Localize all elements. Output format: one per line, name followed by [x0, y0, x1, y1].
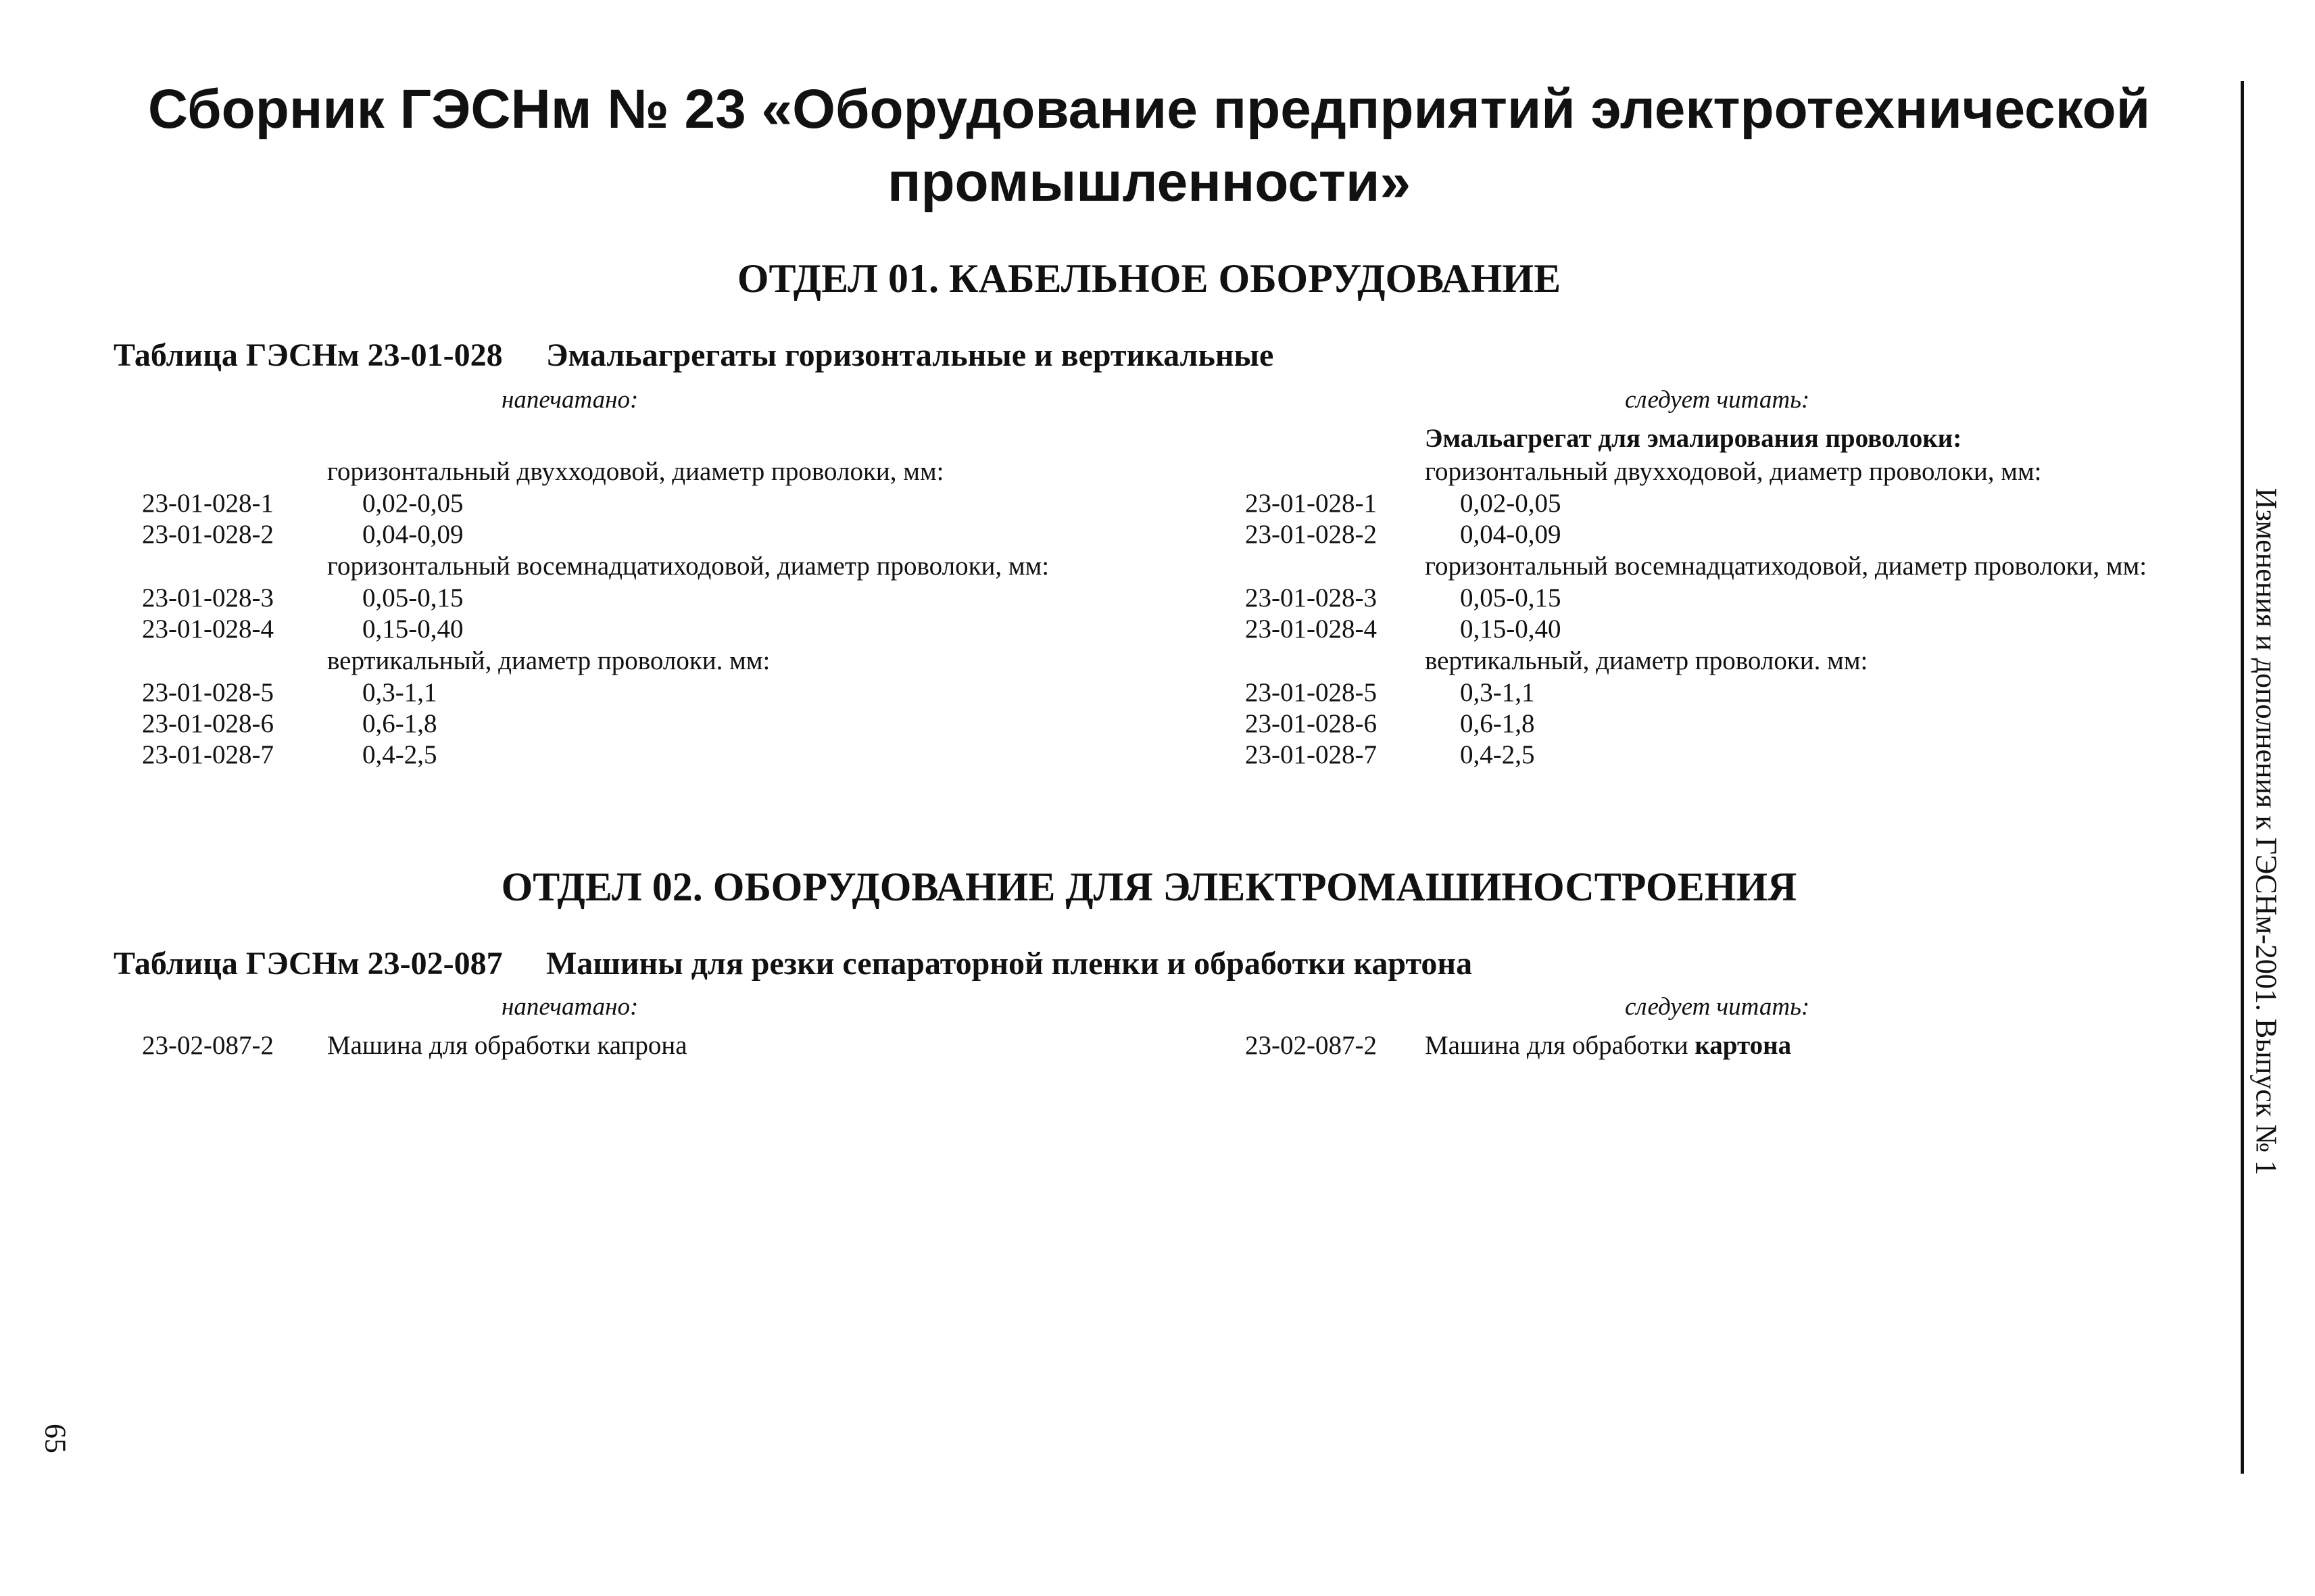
- printed-row: 23-01-028-1 0,02-0,05: [142, 489, 464, 518]
- printed-group-label: вертикальный, диаметр проволоки. мм:: [327, 646, 771, 675]
- side-rule: [2241, 81, 2244, 1474]
- table-heading-23-01-028: [114, 337, 1273, 374]
- corrected-row: 23-01-028-6 0,6-1,8: [1245, 709, 1535, 738]
- printed-group-label: горизонтальный восемнадцатиходовой, диаметр проволоки, мм:: [327, 552, 1050, 581]
- page-number: 65: [39, 1424, 72, 1453]
- printed-row: 23-01-028-7 0,4-2,5: [142, 740, 437, 769]
- page-title: Сборник ГЭСНм № 23 «Оборудование предприятий электротехнической промышленности»: [147, 78, 2151, 213]
- table-title: Эмальагрегаты горизонтальные и вертикальные: [546, 337, 1274, 373]
- corrected-row: 23-01-028-4 0,15-0,40: [1245, 614, 1561, 644]
- corrected-label: следует читать:: [1625, 993, 1810, 1021]
- corrected-label: следует читать:: [1625, 386, 1810, 414]
- table-heading-23-02-087: [114, 945, 1472, 982]
- table-number: Таблица ГЭСНм 23-02-087: [114, 946, 503, 982]
- printed-row: 23-01-028-3 0,05-0,15: [142, 583, 464, 612]
- printed-label: напечатано:: [502, 993, 639, 1021]
- printed-group-label: горизонтальный двухходовой, диаметр проволоки, мм:: [327, 457, 944, 486]
- printed-row: 23-01-028-6 0,6-1,8: [142, 709, 437, 738]
- corrected-row: 23-01-028-5 0,3-1,1: [1245, 678, 1535, 707]
- section-heading-02: ОТДЕЛ 02. ОБОРУДОВАНИЕ ДЛЯ ЭЛЕКТРОМАШИНОСТРОЕНИЯ: [501, 865, 1797, 909]
- corrected-group-label: горизонтальный восемнадцатиходовой, диаметр проволоки, мм:: [1425, 552, 2147, 581]
- corrected-row: 23-01-028-7 0,4-2,5: [1245, 740, 1535, 769]
- table-number: Таблица ГЭСНм 23-01-028: [114, 337, 503, 373]
- corrected-emphasis: картона: [1695, 1031, 1792, 1060]
- printed-row: 23-01-028-2 0,04-0,09: [142, 520, 464, 549]
- table-title: Машины для резки сепараторной пленки и обработки картона: [546, 946, 1473, 982]
- corrected-header: Эмальагрегат для эмалирования проволоки:: [1425, 424, 1962, 453]
- corrected-row: 23-01-028-2 0,04-0,09: [1245, 520, 1561, 549]
- corrected-group-label: вертикальный, диаметр проволоки. мм:: [1425, 646, 1868, 675]
- corrected-row: 23-02-087-2 Машина для обработки картона: [1245, 1031, 1792, 1060]
- printed-row: 23-01-028-4 0,15-0,40: [142, 614, 464, 644]
- section-heading-01: ОТДЕЛ 01. КАБЕЛЬНОЕ ОБОРУДОВАНИЕ: [737, 256, 1561, 301]
- corrected-row: 23-01-028-1 0,02-0,05: [1245, 489, 1561, 518]
- corrected-row: 23-01-028-3 0,05-0,15: [1245, 583, 1561, 612]
- printed-label: напечатано:: [502, 386, 639, 414]
- printed-row: 23-01-028-5 0,3-1,1: [142, 678, 437, 707]
- corrected-group-label: горизонтальный двухходовой, диаметр проволоки, мм:: [1425, 457, 2042, 486]
- printed-row: 23-02-087-2 Машина для обработки капрона: [142, 1031, 687, 1060]
- side-caption: Изменения и дополнения к ГЭСНм-2001. Выпуск № 1: [2249, 487, 2283, 1176]
